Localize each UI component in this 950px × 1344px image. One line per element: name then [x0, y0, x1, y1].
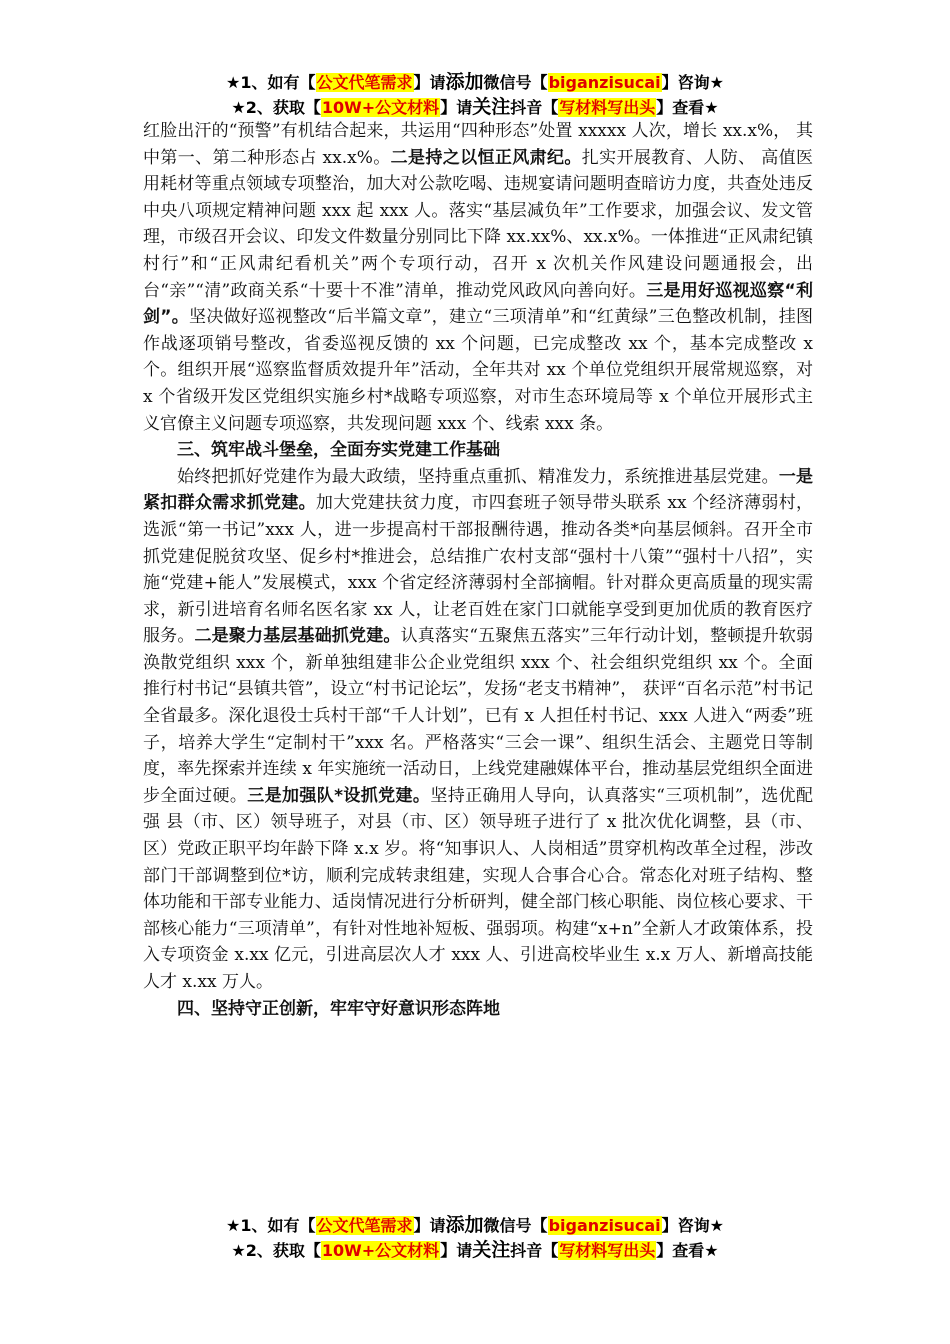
- promo-text: 】查看★: [656, 98, 719, 117]
- promo-text: 】请: [413, 73, 446, 92]
- promo-text: 】咨询★: [661, 1216, 724, 1235]
- document-body: [143, 118, 813, 1022]
- promo-douyin-id: 写材料写出头: [559, 1241, 656, 1260]
- promo-line-2: [0, 95, 950, 120]
- promo-emphasis: 关注: [472, 96, 511, 118]
- promo-highlight: 公文代笔需求: [316, 1216, 413, 1235]
- promo-text: 抖音【: [510, 98, 559, 117]
- promo-text: 】咨询★: [661, 73, 724, 92]
- promo-text: ★2、获取【: [231, 1241, 321, 1260]
- paragraph-text: 扎实开展教育、人防、 高值医用耗材等重点领域专项整治，加大对公款吃喝、违规宴请问题明查暗访力度，共查处违反中央八项规定精神问题 xxx 起 xxx 人。落实“基层减负年”工作要求，加强会议、发文管理，市级召开会议、印发文件数量分别同比下降 xx.xx%、xx.x%。一体推进“正风肃纪镇村行”和“正风肃纪看机关”两个专项行动，召开 x 次机关作风建设问题通报会，出台“亲”“清”政商关系“十要十不准”清单，推动党风政风向善向好。: [143, 147, 813, 301]
- promo-text: 微信号【: [483, 1216, 548, 1235]
- paragraph-text: 认真落实“五聚焦五落实”三年行动计划，整顿提升软弱涣散党组织 xxx 个，新单独组建非公企业党组织 xxx 个、社会组织党组织 xx 个。全面推行村书记“县镇共管”，设立“村书记论坛”，发扬“老支书精神”， 获评“百名示范”村书记全省最多。深化退役士兵村干部“千人计划”，已有 x 人担任村书记、xxx 人进入“两委”班子，培养大学生“定制村干”xxx 名。严格落实“三会一课”、组织生活会、主题党日等制度，率先探索并连续 x 年实施统一活动日，上线党建融媒体平台，推动基层党组织全面进步全面过硬。: [143, 626, 814, 806]
- section-heading-3: 三、筑牢战斗堡垒，全面夯实党建工作基础: [177, 440, 500, 461]
- promo-highlight: 10W+公文材料: [321, 98, 440, 117]
- promo-text: 微信号【: [483, 73, 548, 92]
- paragraph-text: 加大党建扶贫力度，市四套班子领导带头联系 xx 个经济薄弱村，选派“第一书记”xxx 人，进一步提高村干部报酬待遇，推动各类*向基层倾斜。召开全市抓党建促脱贫攻坚、促乡村*推进会，总结推广农村支部“强村十八策”“强村十八招”，实施“党建+能人”发展模式，xxx 个省定经济薄弱村全部摘帽。针对群众更高质量的现实需求，新引进培育名师名医名家 xx 人，让老百姓在家门口就能享受到更加优质的教育医疗服务。: [143, 493, 814, 647]
- promo-highlight: 10W+公文材料: [321, 1241, 440, 1260]
- subpoint-heading: 二是聚力基层基础抓党建。: [194, 626, 401, 647]
- promo-text: 】请: [440, 1241, 473, 1260]
- promo-text: 】请: [440, 98, 473, 117]
- promo-wechat-id: biganzisucai: [548, 73, 661, 92]
- paragraph-discipline: [143, 118, 813, 437]
- promo-douyin-id: 写材料写出头: [559, 98, 656, 117]
- promo-text: 】请: [413, 1216, 446, 1235]
- promo-line-1: [0, 1213, 950, 1238]
- paragraph-text: 坚持正确用人导向，认真落实“三项机制”，选优配强 县（市、区）领导班子，对县（市、区）领导班子进行了 x 批次优化调整，县（市、区）党政正职平均年龄下降 x.x 岁。将“知事识人、人岗相适”贯穿机构改革全过程，涉改部门干部调整到位*访，顺利完成转隶组建，实现人合事合心合。常态化对班子结构、整体功能和干部专业能力、适岗情况进行分析研判，健全部门核心职能、岗位核心要求、干部核心能力“三项清单”，有针对性地补短板、强弱项。构建“x+n”全新人才政策体系，投入专项资金 x.xx 亿元，引进高层次人才 xxx 人、引进高校毕业生 x.x 万人、新增高技能人才 x.xx 万人。: [143, 785, 813, 992]
- paragraph-text: 红脸出汗的“预警”有机结合起来，共运用“四种形态”处置 xxxxx 人次，增长 xx.x%， 其中第一、第二种形态占 xx.x%。: [143, 121, 813, 168]
- promo-text: 抖音【: [510, 1241, 559, 1260]
- promo-text: ★1、如有【: [226, 73, 316, 92]
- promo-line-2: [0, 1238, 950, 1263]
- subpoint-heading: 三是加强队*设抓党建。: [247, 785, 431, 806]
- subpoint-heading: 二是持之以恒正风肃纪。: [390, 147, 582, 168]
- promo-text: 】查看★: [656, 1241, 719, 1260]
- promo-banner-bottom: [0, 1213, 950, 1263]
- subpoint-heading: 一是紧扣群众需求抓党建。: [143, 466, 814, 514]
- paragraph-party-building: [143, 464, 813, 996]
- promo-banner-top: [0, 70, 950, 120]
- promo-text: ★2、获取【: [231, 98, 321, 117]
- promo-wechat-id: biganzisucai: [548, 1216, 661, 1235]
- paragraph-text: 坚决做好巡视整改“后半篇文章”，建立“三项清单”和“红黄绿”三色整改机制，挂图作战逐项销号整改，省委巡视反馈的 xx 个问题，已完成整改 xx 个，基本完成整改 x 个。组织开展“巡察监督质效提升年”活动，全年共对 xx 个单位党组织开展常规巡察，对 x 个省级开发区党组织实施乡村*战略专项巡察，对市生态环境局等 x 个单位开展形式主义官僚主义问题专项巡察，共发现问题 xxx 个、线索 xxx 条。: [143, 307, 813, 434]
- paragraph-text: 始终把抓好党建作为最大政绩，坚持重点重抓、精准发力，系统推进基层党建。: [177, 466, 779, 487]
- promo-highlight: 公文代笔需求: [316, 73, 413, 92]
- promo-emphasis: 添加: [445, 71, 484, 93]
- promo-text: ★1、如有【: [226, 1216, 316, 1235]
- subpoint-heading: 三是用好巡视巡察“利剑”。: [143, 280, 813, 328]
- promo-emphasis: 关注: [472, 1239, 511, 1261]
- promo-line-1: [0, 70, 950, 95]
- section-heading-4: 四、坚持守正创新，牢牢守好意识形态阵地: [177, 998, 500, 1019]
- promo-emphasis: 添加: [445, 1214, 484, 1236]
